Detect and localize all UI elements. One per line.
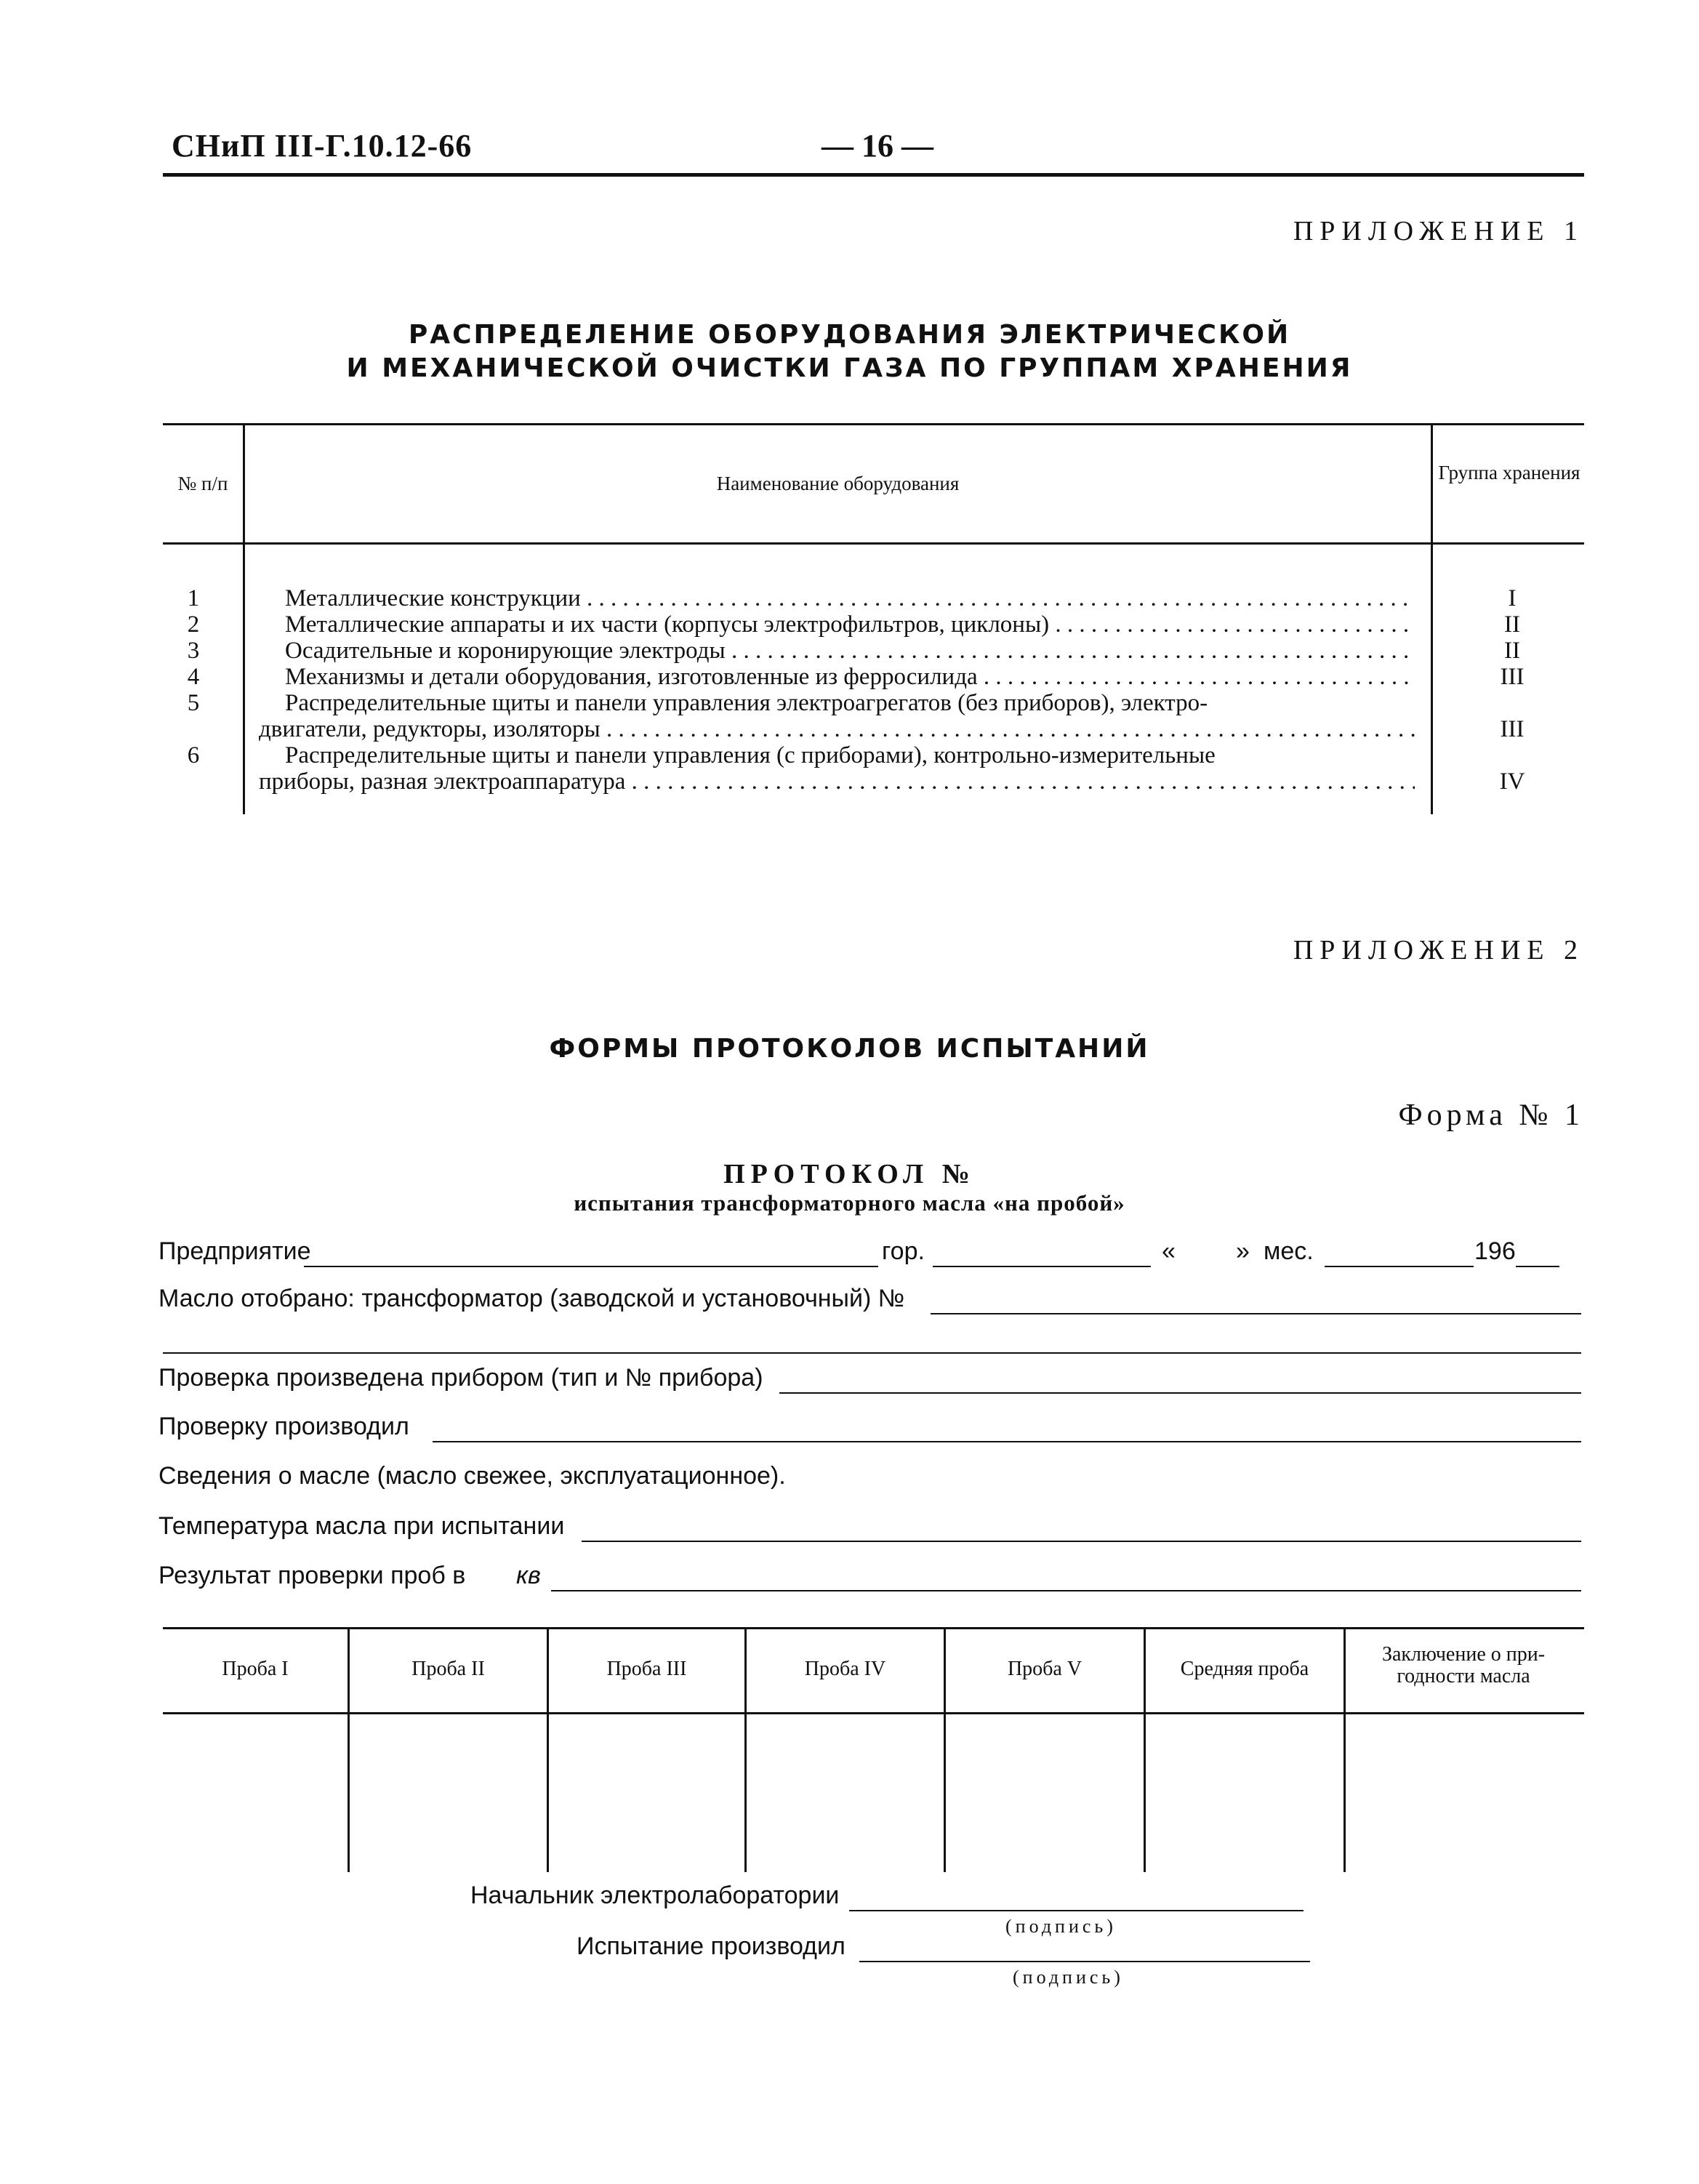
row-name: Механизмы и детали оборудования, изготовленные из ферросилида . . . xyxy=(259,664,1415,690)
checked-by-label: Проверку производил xyxy=(158,1413,409,1440)
oil-taken-blank[interactable] xyxy=(931,1313,1581,1314)
month-blank[interactable] xyxy=(1325,1266,1474,1267)
month-label: мес. xyxy=(1264,1237,1314,1265)
enterprise-label: Предприятие xyxy=(158,1237,311,1265)
results-column-divider xyxy=(1343,1629,1346,1872)
head-of-lab-signature-note: (подпись) xyxy=(1005,1916,1117,1937)
quote-open: « xyxy=(1162,1237,1176,1265)
row-num: 1 xyxy=(187,585,200,611)
row-name-continued: приборы, разная электроаппаратура . . . xyxy=(259,768,1415,795)
appendix-1-label: ПРИЛОЖЕНИЕ 1 xyxy=(1293,216,1584,246)
oil-taken-label: Масло отобрано: трансформатор (заводской и установочный) № xyxy=(158,1285,905,1312)
device-blank[interactable] xyxy=(779,1392,1581,1394)
page-number: — 16 — xyxy=(822,128,933,164)
row-name: Распределительные щиты и панели управления (с приборами), контрольно-измерительные xyxy=(285,742,1216,768)
row-num: 2 xyxy=(187,611,200,638)
results-table-header-rule xyxy=(163,1712,1584,1714)
table-header-rule xyxy=(163,542,1584,545)
row-group: III xyxy=(1500,716,1525,742)
city-label: гор. xyxy=(882,1237,925,1265)
results-table-top-rule xyxy=(163,1627,1584,1629)
temperature-blank[interactable] xyxy=(582,1541,1581,1542)
appendix-1-title-line1: РАСПРЕДЕЛЕНИЕ ОБОРУДОВАНИЯ ЭЛЕКТРИЧЕСКОЙ xyxy=(408,320,1291,350)
table-column-divider xyxy=(243,425,245,814)
sample-4-header: Проба IV xyxy=(804,1658,886,1680)
sample-5-header: Проба V xyxy=(1007,1658,1083,1680)
sample-3-header: Проба III xyxy=(606,1658,687,1680)
table-top-rule xyxy=(163,423,1584,425)
document-code: СНиП III-Г.10.12-66 xyxy=(172,128,473,164)
appendix-1-title-line2: И МЕХАНИЧЕСКОЙ ОЧИСТКИ ГАЗА ПО ГРУППАМ ХРАНЕНИЯ xyxy=(346,353,1353,383)
result-label: Результат проверки проб в xyxy=(158,1562,466,1589)
city-blank[interactable] xyxy=(933,1266,1151,1267)
appendix-2-label: ПРИЛОЖЕНИЕ 2 xyxy=(1293,935,1584,965)
conclusion-header-line1: Заключение о при- xyxy=(1381,1643,1546,1666)
row-name: Осадительные и коронирующие электроды . . . xyxy=(259,638,1415,664)
quote-close: » xyxy=(1236,1237,1250,1265)
table-column-divider xyxy=(1431,425,1433,814)
result-blank[interactable] xyxy=(551,1590,1581,1591)
year-label: 196 xyxy=(1474,1237,1516,1265)
average-sample-header: Средняя проба xyxy=(1180,1658,1309,1680)
row-num: 3 xyxy=(187,638,200,664)
header-num: № п/п xyxy=(177,473,228,494)
row-num: 6 xyxy=(187,742,200,768)
tester-label: Испытание производил xyxy=(577,1932,846,1960)
conclusion-header-line2: годности масла xyxy=(1397,1665,1530,1687)
row-group: II xyxy=(1504,638,1520,664)
checked-by-blank[interactable] xyxy=(433,1441,1581,1442)
sample-1-header: Проба I xyxy=(222,1658,289,1680)
protocol-title: ПРОТОКОЛ № xyxy=(723,1159,976,1189)
row-group: II xyxy=(1504,611,1520,638)
device-label: Проверка произведена прибором (тип и № прибора) xyxy=(158,1364,763,1392)
temperature-label: Температура масла при испытании xyxy=(158,1512,565,1540)
enterprise-blank[interactable] xyxy=(304,1266,878,1267)
tester-signature-line[interactable] xyxy=(859,1961,1310,1962)
protocol-subtitle: испытания трансформаторного масла «на пробой» xyxy=(574,1190,1125,1216)
row-group: I xyxy=(1508,585,1517,611)
year-blank[interactable] xyxy=(1516,1266,1559,1267)
head-of-lab-label: Начальник электролаборатории xyxy=(470,1882,840,1909)
oil-taken-blank-continued[interactable] xyxy=(163,1352,1581,1354)
row-group: IV xyxy=(1499,768,1525,795)
result-unit: кв xyxy=(516,1562,541,1589)
head-of-lab-signature-line[interactable] xyxy=(849,1910,1304,1911)
row-num: 5 xyxy=(187,690,200,716)
header-group: Группа хранения xyxy=(1438,462,1580,483)
row-group: III xyxy=(1500,664,1525,690)
appendix-2-title: ФОРМЫ ПРОТОКОЛОВ ИСПЫТАНИЙ xyxy=(549,1034,1150,1064)
oil-info-label: Сведения о масле (масло свежее, эксплуатационное). xyxy=(158,1462,786,1490)
row-name: Металлические аппараты и их части (корпусы электрофильтров, циклоны) . . . xyxy=(259,611,1415,638)
header-name: Наименование оборудования xyxy=(716,473,960,494)
row-name: Металлические конструкции . . . xyxy=(259,585,1415,611)
header-rule xyxy=(163,173,1584,177)
form-label: Форма № 1 xyxy=(1398,1099,1584,1132)
tester-signature-note: (подпись) xyxy=(1013,1967,1124,1988)
row-name-continued: двигатели, редукторы, изоляторы . . . xyxy=(259,716,1415,742)
row-num: 4 xyxy=(187,664,200,690)
row-name: Распределительные щиты и панели управления электроагрегатов (без приборов), электро- xyxy=(285,690,1208,716)
sample-2-header: Проба II xyxy=(411,1658,485,1680)
